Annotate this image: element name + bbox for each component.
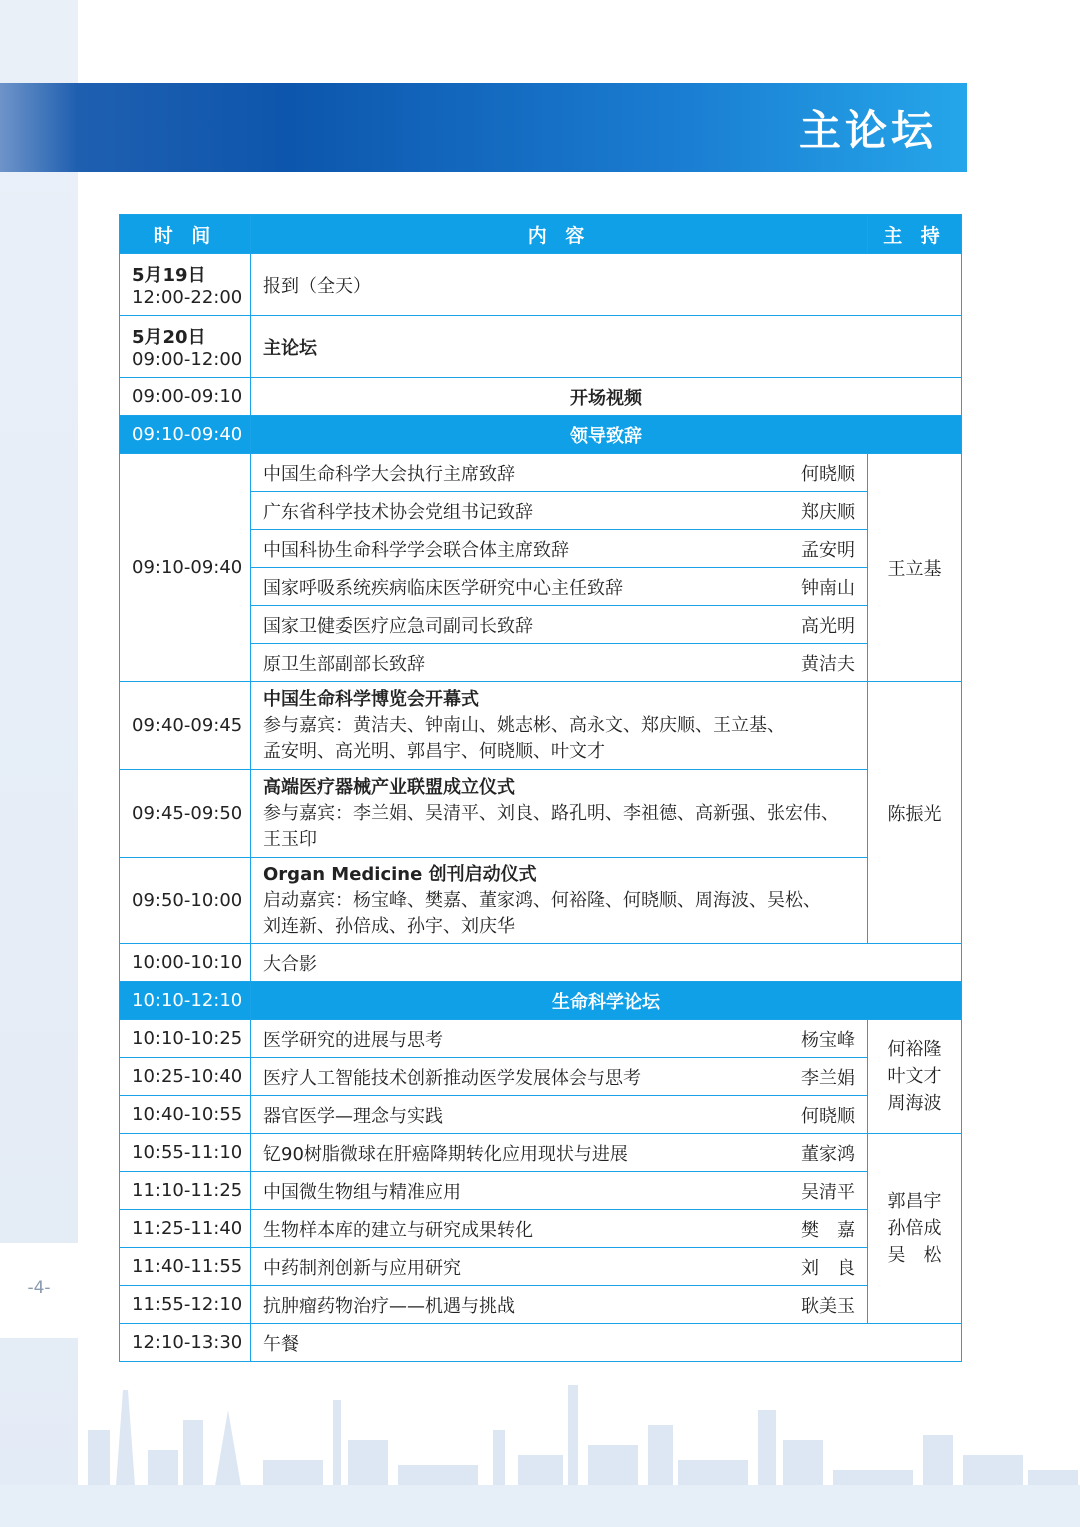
guest-line: 刘连新、孙倍成、孙宇、刘庆华 [263, 915, 515, 937]
content-cell [251, 770, 868, 858]
host-cell [868, 1134, 962, 1324]
talk-title: 原卫生部副部长致辞 [263, 653, 425, 675]
guest-line: 参与嘉宾：黄洁夫、钟南山、姚志彬、高永文、郑庆顺、王立基、 [263, 714, 785, 736]
content-cell [251, 1286, 868, 1324]
time-cell: 10:00-10:10 [120, 944, 251, 982]
table-row [120, 1286, 962, 1324]
section-time: 09:10-09:40 [120, 416, 251, 454]
section-title: 领导致辞 [251, 416, 962, 454]
talk-title: 抗肿瘤药物治疗——机遇与挑战 [263, 1295, 515, 1317]
speaker-name: 耿美玉 [801, 1295, 855, 1317]
content-cell [251, 454, 868, 492]
content-cell [251, 568, 868, 606]
header-time: 时 间 [120, 215, 251, 254]
host-name: 何裕隆 [887, 1039, 942, 1060]
content-cell [251, 1172, 868, 1210]
speaker-name: 樊 嘉 [801, 1219, 855, 1241]
header-content: 内 容 [251, 215, 868, 254]
talk-title: 中药制剂创新与应用研究 [263, 1257, 461, 1279]
content-cell: 开场视频 [251, 378, 962, 416]
talk-title: 医疗人工智能技术创新推动医学发展体会与思考 [263, 1067, 641, 1089]
talk-title: 钇90树脂微球在肝癌降期转化应用现状与进展 [263, 1143, 628, 1165]
talk-title: 中国微生物组与精准应用 [263, 1181, 461, 1203]
host-cell: 陈振光 [868, 682, 962, 944]
time-cell: 09:40-09:45 [120, 682, 251, 770]
time-cell: 09:45-09:50 [120, 770, 251, 858]
content-cell [251, 858, 868, 944]
table-row [120, 378, 962, 416]
talk-title: 生物样本库的建立与研究成果转化 [263, 1219, 533, 1241]
talk-title: 医学研究的进展与思考 [263, 1029, 443, 1051]
guest-line: 参与嘉宾：李兰娟、吴清平、刘良、路孔明、李祖德、高新强、张宏伟、 [263, 802, 839, 824]
table-row [120, 682, 962, 770]
speaker-name: 何晓顺 [801, 1105, 855, 1127]
host-name: 郭昌宇 [887, 1191, 942, 1212]
time-cell: 11:10-11:25 [120, 1172, 251, 1210]
section-row-life-forum [120, 982, 962, 1020]
content-cell [251, 492, 868, 530]
time-cell: 09:10-09:40 [120, 454, 251, 682]
speaker-name: 郑庆顺 [801, 501, 855, 523]
date-label: 5月20日 [132, 327, 206, 348]
content-cell: 主论坛 [251, 316, 962, 378]
section-time: 10:10-12:10 [120, 982, 251, 1020]
content-cell [251, 606, 868, 644]
ceremony-title: Organ Medicine 创刊启动仪式 [263, 863, 537, 885]
content-cell [251, 1096, 868, 1134]
table-row [120, 1248, 962, 1286]
table-row [120, 254, 962, 316]
schedule-table [119, 214, 962, 1362]
content-cell [251, 1134, 868, 1172]
ceremony-title: 高端医疗器械产业联盟成立仪式 [263, 776, 515, 798]
content-cell [251, 644, 868, 682]
title-banner [0, 83, 967, 172]
table-row [120, 1172, 962, 1210]
table-row [120, 1058, 962, 1096]
speaker-name: 钟南山 [801, 577, 855, 599]
content-cell [251, 1020, 868, 1058]
date-label: 5月19日 [132, 265, 206, 286]
content-cell: 大合影 [251, 944, 962, 982]
talk-title: 中国生命科学大会执行主席致辞 [263, 463, 515, 485]
table-row [120, 1324, 962, 1362]
host-name: 周海波 [887, 1093, 942, 1114]
speaker-name: 孟安明 [801, 539, 855, 561]
time-cell: 11:40-11:55 [120, 1248, 251, 1286]
table-row [120, 944, 962, 982]
section-row-leaders [120, 416, 962, 454]
table-row [120, 858, 962, 944]
table-row [120, 770, 962, 858]
content-cell [251, 1210, 868, 1248]
table-row [120, 316, 962, 378]
time-label: 12:00-22:00 [132, 287, 243, 308]
time-cell [120, 316, 251, 378]
ceremony-title: 中国生命科学博览会开幕式 [263, 688, 479, 710]
time-cell: 12:10-13:30 [120, 1324, 251, 1362]
table-row [120, 1096, 962, 1134]
table-row [120, 1134, 962, 1172]
talk-title: 中国科协生命科学学会联合体主席致辞 [263, 539, 569, 561]
time-cell: 09:50-10:00 [120, 858, 251, 944]
time-cell: 10:25-10:40 [120, 1058, 251, 1096]
time-cell: 10:10-10:25 [120, 1020, 251, 1058]
talk-title: 广东省科学技术协会党组书记致辞 [263, 501, 533, 523]
table-row [120, 454, 962, 492]
speaker-name: 刘 良 [801, 1257, 855, 1279]
speaker-name: 董家鸿 [801, 1143, 855, 1165]
guest-line: 孟安明、高光明、郭昌宇、何晓顺、叶文才 [263, 740, 605, 762]
talk-title: 国家卫健委医疗应急司副司长致辞 [263, 615, 533, 637]
talk-title: 国家呼吸系统疾病临床医学研究中心主任致辞 [263, 577, 623, 599]
host-name: 孙倍成 [887, 1218, 942, 1239]
content-cell [251, 530, 868, 568]
table-row [120, 1210, 962, 1248]
time-label: 09:00-12:00 [132, 349, 243, 370]
section-title: 生命科学论坛 [251, 982, 962, 1020]
guest-line: 王玉印 [263, 828, 317, 850]
table-row [120, 1020, 962, 1058]
time-cell: 10:40-10:55 [120, 1096, 251, 1134]
table-header [120, 215, 962, 254]
time-cell: 09:00-09:10 [120, 378, 251, 416]
content-cell [251, 1058, 868, 1096]
page-number: -4- [27, 1278, 51, 1298]
bottom-band [0, 1485, 1080, 1527]
speaker-name: 吴清平 [801, 1181, 855, 1203]
time-cell: 11:55-12:10 [120, 1286, 251, 1324]
talk-title: 器官医学—理念与实践 [263, 1105, 443, 1127]
speaker-name: 高光明 [801, 615, 855, 637]
host-cell: 王立基 [868, 454, 962, 682]
host-name: 叶文才 [887, 1066, 942, 1087]
content-cell [251, 1248, 868, 1286]
page-title: 主论坛 [798, 106, 937, 155]
time-cell [120, 254, 251, 316]
speaker-name: 李兰娟 [801, 1067, 855, 1089]
content-cell [251, 682, 868, 770]
content-cell: 午餐 [251, 1324, 962, 1362]
time-cell: 11:25-11:40 [120, 1210, 251, 1248]
host-cell [868, 1020, 962, 1134]
speaker-name: 杨宝峰 [801, 1029, 855, 1051]
content-cell: 报到（全天） [251, 254, 962, 316]
speaker-name: 何晓顺 [801, 463, 855, 485]
time-cell: 10:55-11:10 [120, 1134, 251, 1172]
header-host: 主 持 [868, 215, 962, 254]
guest-line: 启动嘉宾：杨宝峰、樊嘉、董家鸿、何裕隆、何晓顺、周海波、吴松、 [263, 889, 821, 911]
host-name: 吴 松 [887, 1245, 942, 1266]
speaker-name: 黄洁夫 [801, 653, 855, 675]
